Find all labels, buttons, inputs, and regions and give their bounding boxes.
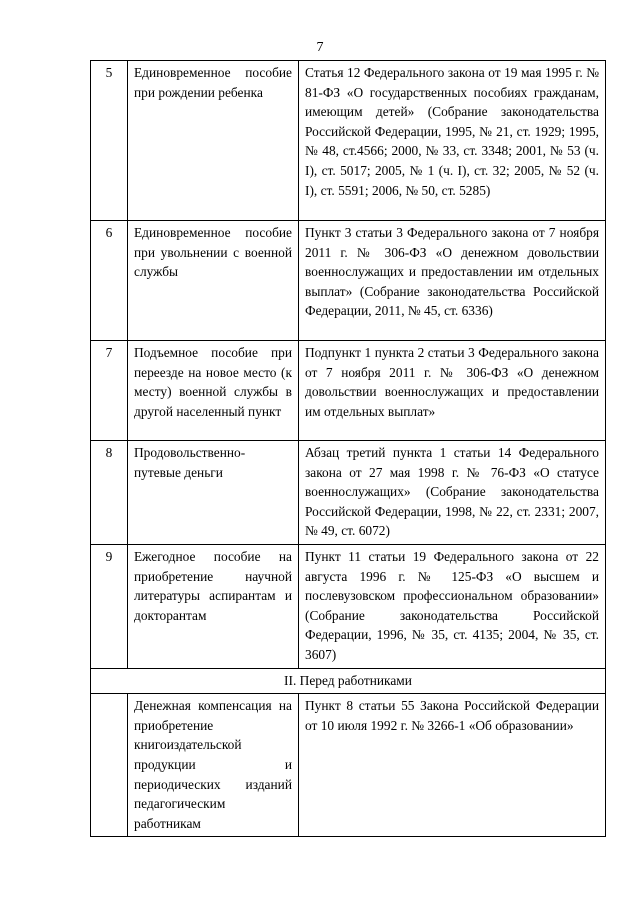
row-number: 8: [91, 441, 128, 545]
benefit-name: Единовременное пособие при рождении ребенка: [128, 61, 299, 221]
legal-source: Пункт 8 статьи 55 Закона Российской Федерации от 10 июля 1992 г. № 3266-1 «Об образовании»: [299, 694, 606, 837]
legal-source: Статья 12 Федерального закона от 19 мая 1995 г. № 81-ФЗ «О государственных пособиях гражданам, имеющим детей» (Собрание законодательства Российской Федерации, 1995, № 21, ст. 1929; 1995, № 48, ст.4566; 2000, № 33, ст. 3348; 2001, № 53 (ч. I), ст. 5017; 2005, № 1 (ч. I), ст. 32; 2005, № 52 (ч. I), ст. 5591; 2006, № 50, ст. 5285): [299, 61, 606, 221]
benefit-name: Подъемное пособие при переезде на новое место (к месту) военной службы в другой населенный пункт: [128, 341, 299, 441]
table-row: [91, 61, 606, 221]
table-row: [91, 544, 606, 668]
legal-source: Абзац третий пункта 1 статьи 14 Федерального закона от 27 мая 1998 г. № 76-ФЗ «О статусе военнослужащих» (Собрание законодательства Российской Федерации, 1998, № 22, ст. 2331; 2007, № 49, ст. 6072): [299, 441, 606, 545]
table-row: [91, 694, 606, 837]
benefit-name: Ежегодное пособие на приобретение научной литературы аспирантам и докторантам: [128, 544, 299, 668]
legal-source: Пункт 3 статьи 3 Федерального закона от 7 ноября 2011 г. № 306-ФЗ «О денежном довольствии военнослужащих и предоставлении им отдельных выплат» (Собрание законодательства Российской Федерации, 2011, № 45, ст. 6336): [299, 221, 606, 341]
row-number: 7: [91, 341, 128, 441]
table-row: [91, 441, 606, 545]
legal-source: Пункт 11 статьи 19 Федерального закона от 22 августа 1996 г. № 125-ФЗ «О высшем и послевузовском профессиональном образовании» (Собрание законодательства Российской Федерации, 1996, № 35, ст. 4135; 2004, № 35, ст. 3607): [299, 544, 606, 668]
table-row: [91, 221, 606, 341]
section-heading-row: [91, 668, 606, 694]
row-number: 9: [91, 544, 128, 668]
row-number: 6: [91, 221, 128, 341]
section-heading: II. Перед работниками: [91, 668, 606, 694]
row-number: 5: [91, 61, 128, 221]
benefits-table: [90, 60, 606, 837]
row-number: [91, 694, 128, 837]
page-number: 7: [316, 40, 324, 55]
legal-source: Подпункт 1 пункта 2 статьи 3 Федерального закона от 7 ноября 2011 г. № 306-ФЗ «О денежном довольствии военнослужащих и предоставлении им отдельных выплат»: [299, 341, 606, 441]
benefit-name: Денежная компенсация на приобретение книгоиздательской продукции и периодических изданий педагогическим работникам: [128, 694, 299, 837]
benefit-name: Продовольственно-путевые деньги: [128, 441, 299, 545]
table-row: [91, 341, 606, 441]
benefit-name: Единовременное пособие при увольнении с военной службы: [128, 221, 299, 341]
